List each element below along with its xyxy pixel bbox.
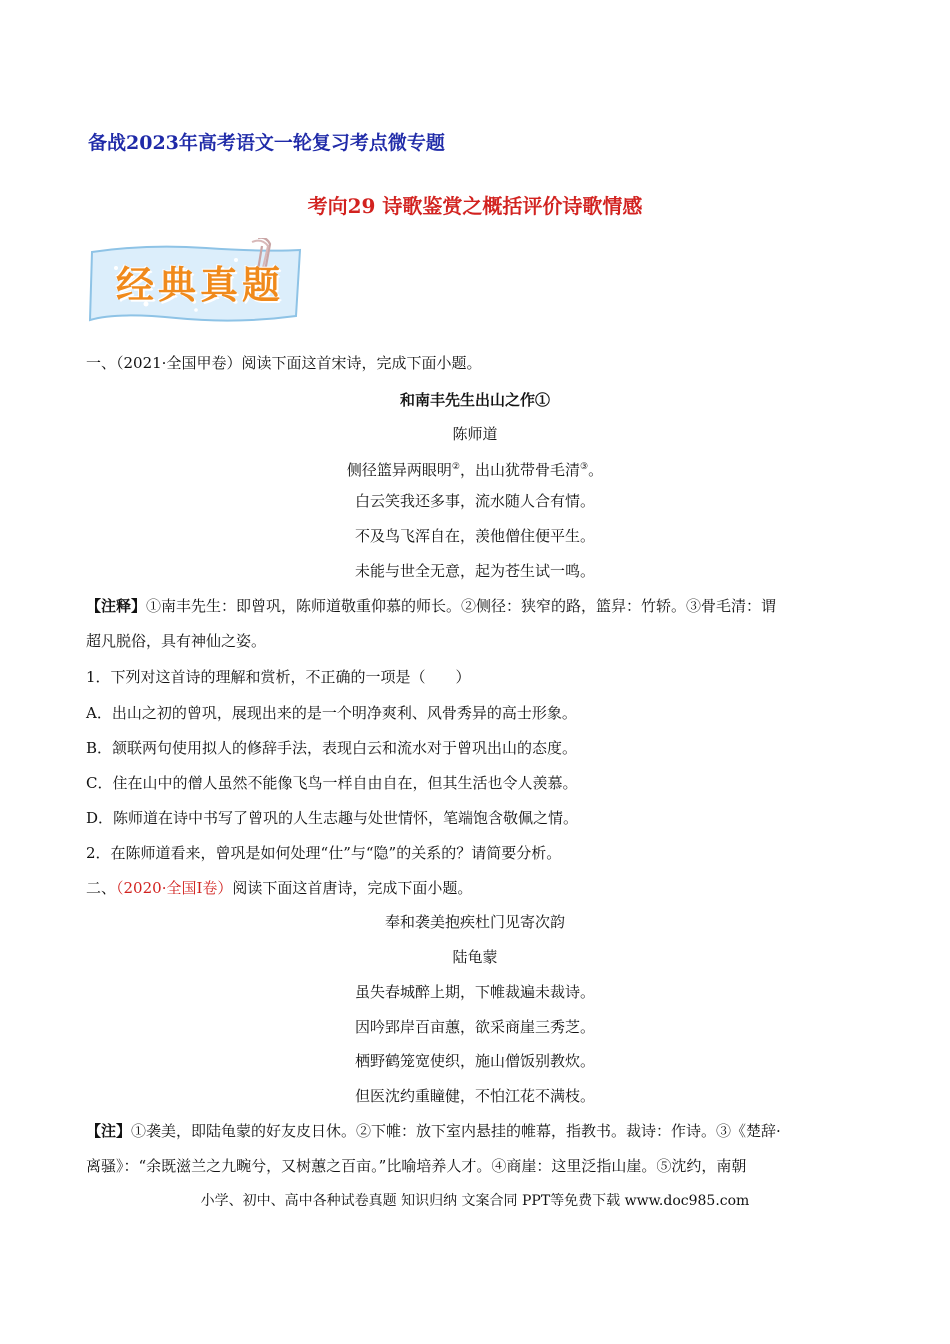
section1-intro	[86, 353, 481, 373]
section1-note	[86, 596, 776, 616]
question-2: 2．在陈师道看来，曾巩是如何处理“仕”与“隐”的关系的？请简要分析。	[86, 844, 562, 862]
poem1-author: 陈师道	[452, 425, 498, 443]
section2-intro	[86, 878, 472, 898]
note-label: 【注释】	[86, 597, 147, 615]
option-b: B．颔联两句使用拟人的修辞手法，表现白云和流水对于曾巩出山的态度。	[86, 739, 578, 757]
section2-source: （2020·全国I卷）	[116, 879, 233, 897]
poem1-line1	[0, 457, 950, 480]
series-title: 备战2023年高考语文一轮复习考点微专题	[88, 132, 445, 154]
note-label: 【注】	[86, 1122, 132, 1140]
poem1-line2: 白云笑我还多事，流水随人合有情。	[354, 492, 595, 510]
poem1-line4: 未能与世全无意，起为苍生试一鸣。	[354, 562, 595, 580]
option-c: C．住在山中的僧人虽然不能像飞鸟一样自由自在，但其生活也令人羡慕。	[86, 774, 578, 792]
poem1-title: 和南丰先生出山之作①	[399, 391, 550, 409]
poem2-line2: 因吟郢岸百亩蕙，欲采商崖三秀芝。	[354, 1018, 595, 1036]
poem1-line3: 不及鸟飞浑自在，羡他僧住便平生。	[354, 527, 595, 545]
option-a: A．出山之初的曾巩，展现出来的是一个明净爽利、风骨秀异的高士形象。	[86, 704, 577, 722]
section2-intro-text: 阅读下面这首唐诗，完成下面小题。	[232, 879, 473, 897]
topic-title: 考向29 诗歌鉴赏之概括评价诗歌情感	[307, 194, 643, 218]
poem2-line3: 栖野鹤笼宽使织，施山僧饭别教炊。	[354, 1052, 595, 1070]
poem1-line1-a: 侧径篮异两眼明	[346, 461, 452, 479]
note-text: ①南丰先生：即曾巩，陈师道敬重仰慕的师长。②侧径：狭窄的路，篮舁：竹轿。③骨毛清：谓	[146, 597, 777, 615]
page-footer: 小学、初中、高中各种试卷真题 知识归纳 文案合同 PPT等免费下载 www.doc985.com	[200, 1193, 750, 1209]
option-d: D．陈师道在诗中书写了曾巩的人生志趣与处世情怀，笔端饱含敬佩之情。	[86, 809, 579, 827]
section2-note	[86, 1121, 781, 1141]
poem2-author: 陆龟蒙	[452, 948, 498, 966]
section1-prefix: 一、（2021·全国甲卷）	[86, 354, 242, 372]
poem1-line1-b: ，出山犹带骨毛清	[459, 461, 580, 479]
section1-intro-text: 阅读下面这首宋诗，完成下面小题。	[241, 354, 482, 372]
note-text: ①袭美，即陆龟蒙的好友皮日休。②下帷：放下室内悬挂的帷幕，指教书。裁诗：作诗。③《楚辞·	[131, 1122, 781, 1140]
poem1-line1-c: 。	[588, 461, 604, 479]
poem2-line1: 虽失春城醉上期，下帷裁遍未裁诗。	[354, 983, 595, 1001]
banner-text: 经典真题	[116, 263, 285, 307]
footnote-marker: ②	[451, 462, 460, 472]
poem2-title: 奉和袭美抱疾杜门见寄次韵	[384, 913, 565, 931]
footnote-marker: ③	[580, 462, 589, 472]
question-1: 1．下列对这首诗的理解和赏析，不正确的一项是（ ）	[86, 668, 471, 686]
section2-note-cont: 离骚》：“余既滋兰之九畹兮，又树蕙之百亩。”比喻培养人才。④商崖：这里泛指山崖。⑤沈约，南朝	[86, 1157, 747, 1175]
section1-note-cont: 超凡脱俗，具有神仙之姿。	[86, 632, 267, 650]
poem2-line4: 但医沈约重瞳健，不怕江花不满枝。	[354, 1087, 595, 1105]
classic-questions-banner	[86, 238, 306, 328]
section2-prefix: 二、	[86, 879, 117, 897]
